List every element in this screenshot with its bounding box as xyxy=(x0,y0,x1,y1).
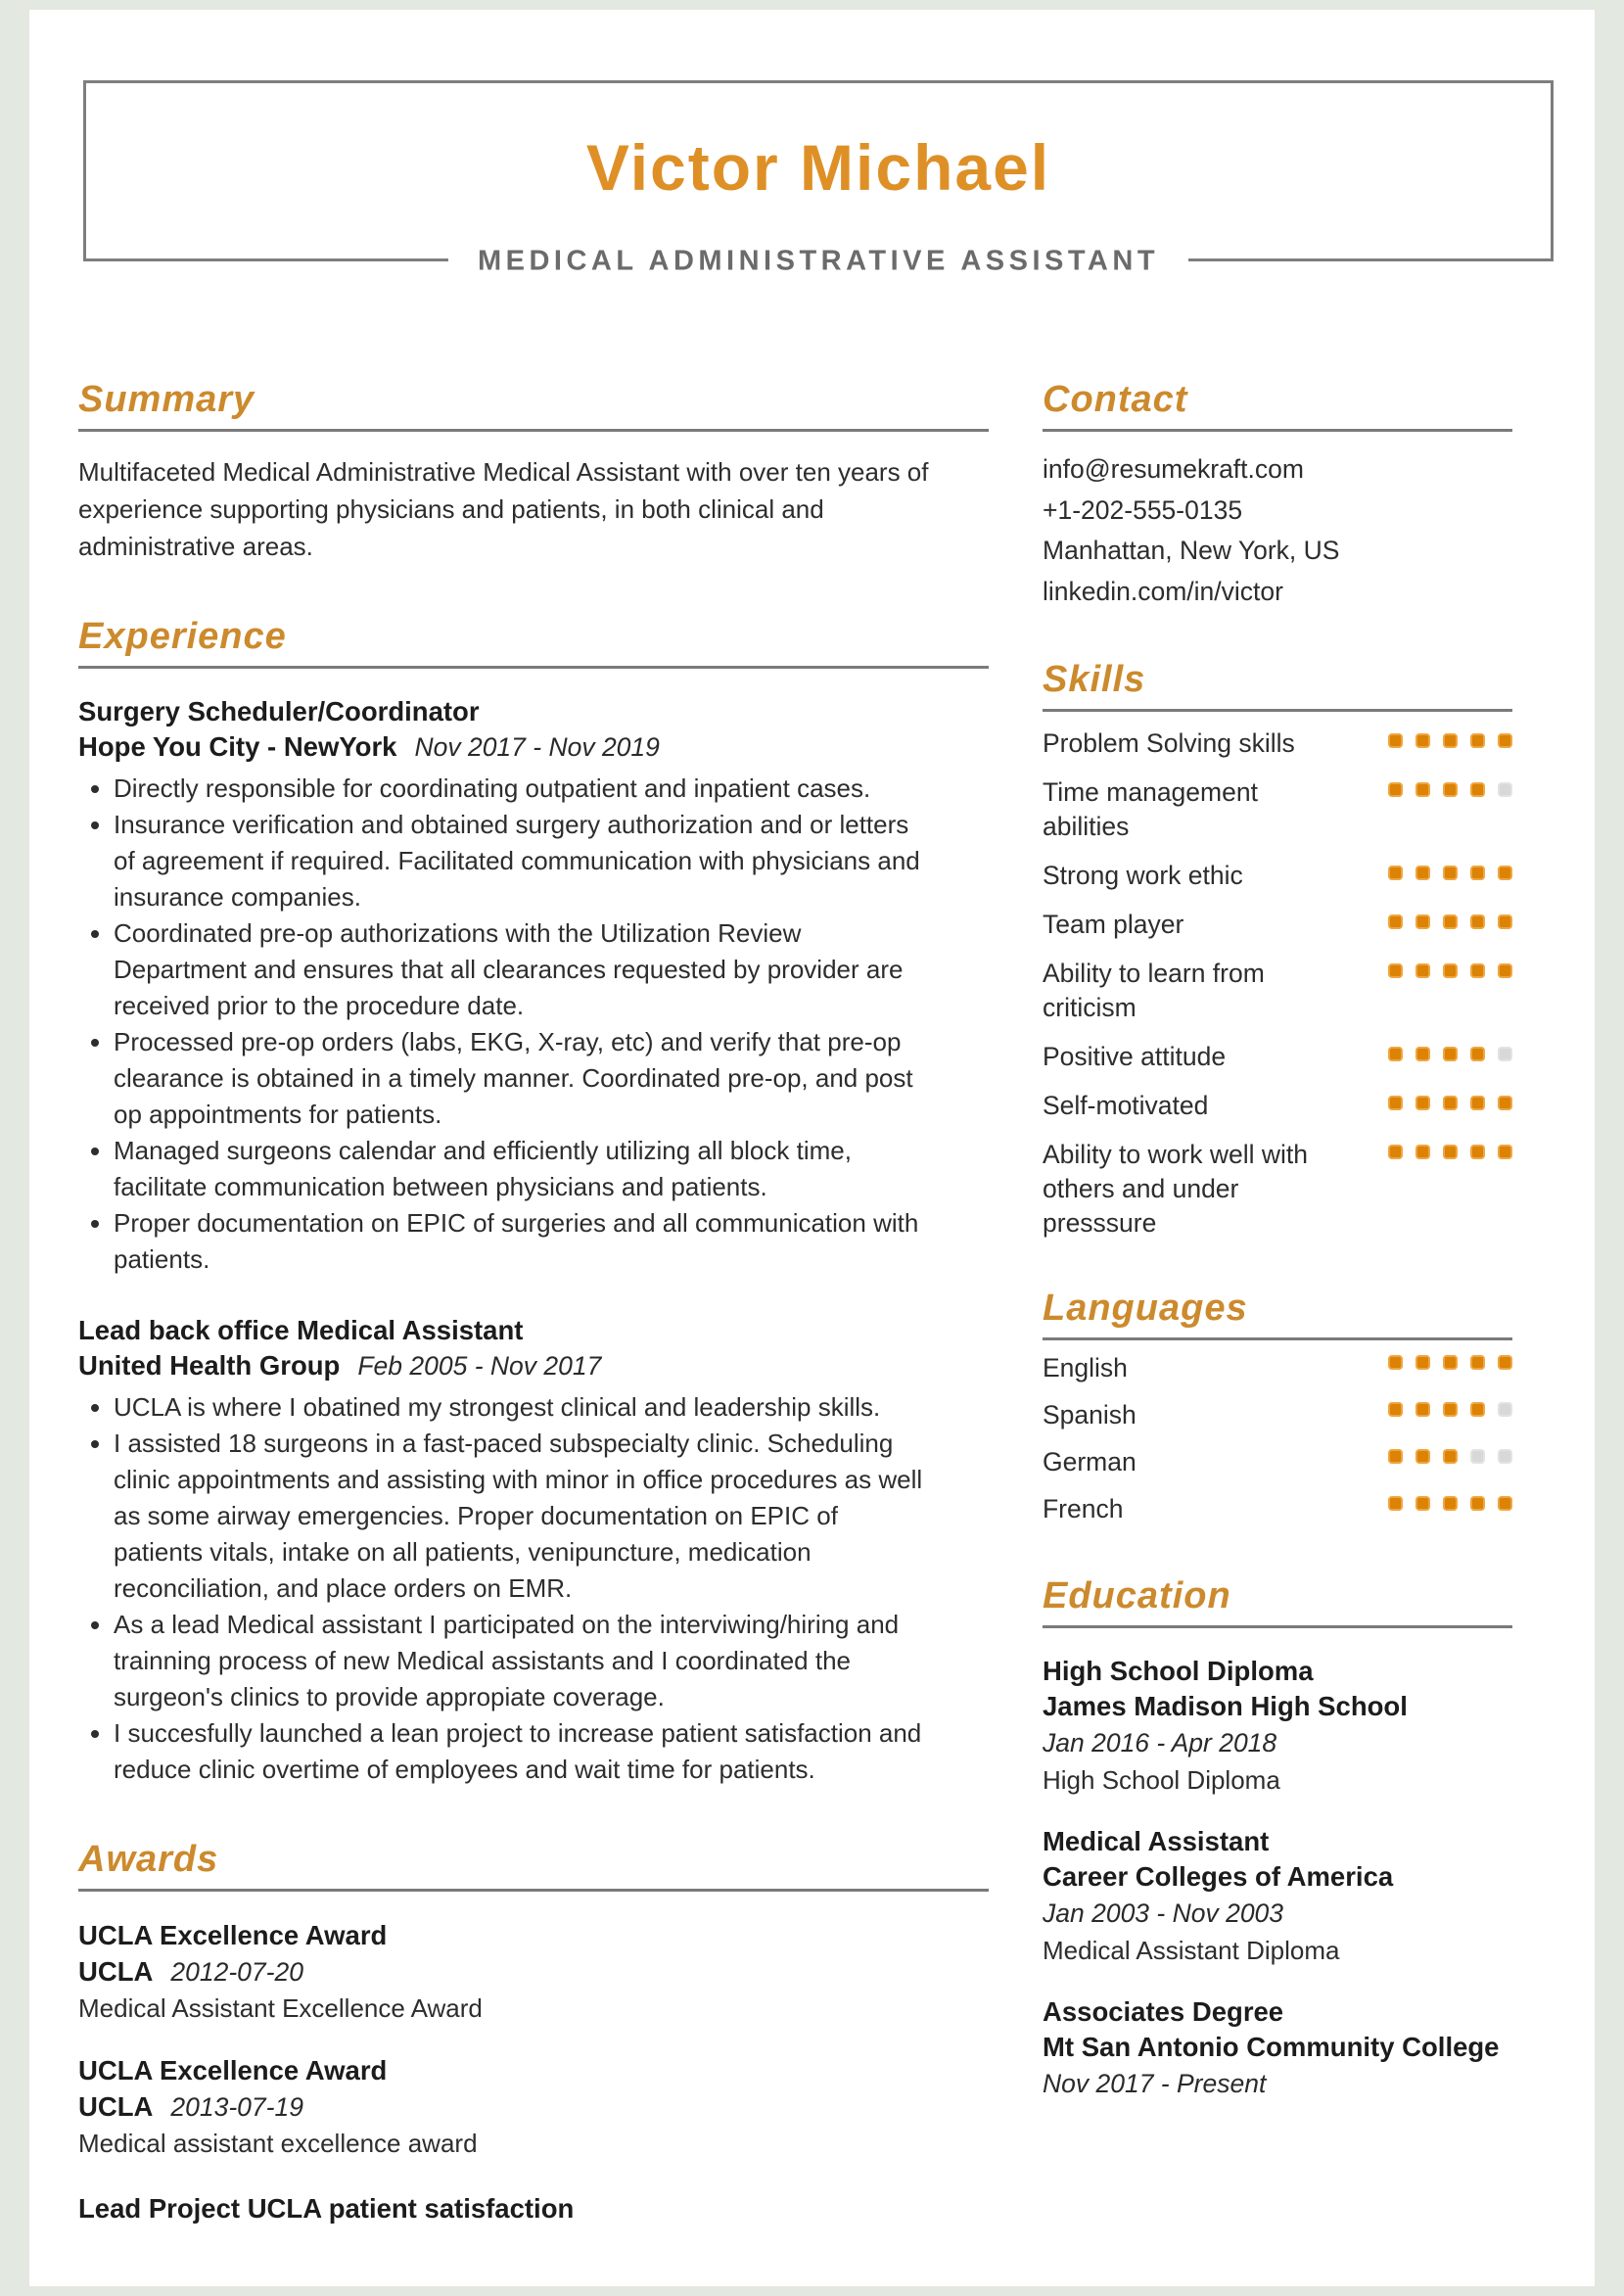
rating-square-filled xyxy=(1498,866,1512,880)
contact-lines xyxy=(1043,449,1512,612)
language-label: German xyxy=(1043,1447,1137,1476)
rating-squares xyxy=(1388,1138,1512,1159)
skill-row xyxy=(1043,1138,1512,1241)
rating-square-filled xyxy=(1470,914,1485,929)
bullet-item: • I assisted 18 surgeons in a fast-paced subspecialty clinic. Scheduling clinic appointments and assisting with minor in office procedures as well as some airway emergencies. Proper documentation on EPIC of patients vitals, intake on all patients, venipuncture, medication reconciliation, and place orders on EMR. xyxy=(114,1426,930,1607)
contact-phone: +1-202-555-0135 xyxy=(1043,494,1243,525)
bullet-item: • Proper documentation on EPIC of surgeries and all communication with patients. xyxy=(114,1205,930,1278)
section-divider xyxy=(1043,429,1512,432)
awards-heading: Awards xyxy=(78,1839,219,1880)
rating-square-filled xyxy=(1498,1145,1512,1159)
section-divider xyxy=(1043,709,1512,712)
section-divider xyxy=(78,1889,989,1892)
rating-square-filled xyxy=(1388,866,1403,880)
language-label: English xyxy=(1043,1353,1128,1382)
rating-square-filled xyxy=(1470,733,1485,748)
bullet-item: • As a lead Medical assistant I participated on the interviwing/hiring and trainning process of new Medical assistants and I coordinated the surgeon's clinics to provide appropiate coverage. xyxy=(114,1607,930,1715)
skill-row xyxy=(1043,957,1512,1025)
rating-square-filled xyxy=(1498,733,1512,748)
rating-square-filled xyxy=(1415,1449,1430,1464)
skills-heading: Skills xyxy=(1043,659,1146,700)
rating-square-filled xyxy=(1443,1449,1458,1464)
left-column xyxy=(78,377,989,2225)
rating-square-filled xyxy=(1415,866,1430,880)
rating-square-filled xyxy=(1443,1496,1458,1511)
award-description: Medical assistant excellence award xyxy=(78,2129,478,2158)
rating-square-filled xyxy=(1443,914,1458,929)
award-issuer: UCLA xyxy=(78,1956,154,1987)
rating-squares xyxy=(1388,1089,1512,1110)
skill-row xyxy=(1043,775,1512,844)
job-entry xyxy=(78,1313,989,1788)
rating-square-empty xyxy=(1498,782,1512,797)
rating-square-filled xyxy=(1470,1145,1485,1159)
skill-label: Problem Solving skills xyxy=(1043,728,1295,758)
award-entry xyxy=(78,1917,989,2027)
rating-square-filled xyxy=(1388,1449,1403,1464)
education-degree: High School Diploma xyxy=(1043,1656,1314,1686)
lead-project-line: Lead Project UCLA patient satisfaction xyxy=(78,2193,575,2224)
job-employer: Hope You City - NewYork xyxy=(78,731,397,762)
section-skills xyxy=(1043,657,1512,1241)
rating-square-filled xyxy=(1415,1096,1430,1110)
rating-square-filled xyxy=(1415,1402,1430,1417)
award-entry xyxy=(78,2052,989,2162)
rating-square-filled xyxy=(1498,1096,1512,1110)
header xyxy=(83,80,1554,277)
job-title: Surgery Scheduler/Coordinator xyxy=(78,696,480,726)
job-entry xyxy=(78,694,989,1278)
education-heading: Education xyxy=(1043,1575,1231,1617)
job-employer: United Health Group xyxy=(78,1350,341,1381)
award-description: Medical Assistant Excellence Award xyxy=(78,1993,483,2023)
rating-squares xyxy=(1388,1040,1512,1061)
rating-square-filled xyxy=(1443,782,1458,797)
rating-square-empty xyxy=(1498,1047,1512,1061)
education-entry xyxy=(1043,1654,1512,1799)
rating-square-filled xyxy=(1470,782,1485,797)
language-label: Spanish xyxy=(1043,1400,1137,1429)
rating-square-filled xyxy=(1415,1145,1430,1159)
bullet-item: • UCLA is where I obatined my strongest clinical and leadership skills. xyxy=(114,1389,930,1426)
rating-square-filled xyxy=(1443,1355,1458,1370)
skill-row xyxy=(1043,859,1512,893)
rating-square-filled xyxy=(1388,1096,1403,1110)
rating-square-filled xyxy=(1443,1402,1458,1417)
skill-row xyxy=(1043,1089,1512,1123)
rating-square-filled xyxy=(1498,1496,1512,1511)
bullet-item: • Directly responsible for coordinating outpatient and inpatient cases. xyxy=(114,771,930,807)
rating-square-filled xyxy=(1388,1047,1403,1061)
rating-square-empty xyxy=(1498,1402,1512,1417)
rating-square-filled xyxy=(1470,963,1485,978)
skill-label: Team player xyxy=(1043,910,1184,939)
contact-location: Manhattan, New York, US xyxy=(1043,536,1340,565)
skill-label: Positive attitude xyxy=(1043,1042,1227,1071)
resume-body xyxy=(29,377,1595,2225)
rating-square-filled xyxy=(1443,963,1458,978)
job-meta xyxy=(78,1348,989,1383)
rating-square-filled xyxy=(1470,1047,1485,1061)
rating-square-filled xyxy=(1388,1402,1403,1417)
rating-square-filled xyxy=(1388,1496,1403,1511)
skill-label: Ability to learn from criticism xyxy=(1043,959,1265,1022)
job-bullet-list xyxy=(78,1389,930,1788)
language-row xyxy=(1043,1489,1512,1528)
education-dates: Nov 2017 - Present xyxy=(1043,2069,1267,2098)
rating-square-filled xyxy=(1388,914,1403,929)
skill-label: Self-motivated xyxy=(1043,1091,1209,1120)
rating-square-filled xyxy=(1443,1047,1458,1061)
section-divider xyxy=(1043,1625,1512,1628)
rating-squares xyxy=(1388,1442,1512,1464)
skill-label: Strong work ethic xyxy=(1043,861,1243,890)
bullet-item: • I succesfully launched a lean project to increase patient satisfaction and reduce clinic overtime of employees and wait time for patients. xyxy=(114,1715,930,1788)
award-date: 2013-07-19 xyxy=(170,2092,303,2122)
rating-square-filled xyxy=(1498,1355,1512,1370)
skill-label: Time management abilities xyxy=(1043,777,1258,841)
award-issuer: UCLA xyxy=(78,2091,154,2122)
rating-square-filled xyxy=(1415,914,1430,929)
section-divider xyxy=(1043,1337,1512,1340)
rating-squares xyxy=(1388,1348,1512,1370)
rating-square-filled xyxy=(1388,963,1403,978)
bullet-item: • Processed pre-op orders (labs, EKG, X-ray, etc) and verify that pre-op clearance is obtained in a timely manner. Coordinated pre-op, and post op appointments for patients. xyxy=(114,1024,930,1133)
rating-square-filled xyxy=(1443,1145,1458,1159)
bullet-item: • Coordinated pre-op authorizations with the Utilization Review Department and ensures that all clearances requested by provider are received prior to the procedure date. xyxy=(114,915,930,1024)
summary-heading: Summary xyxy=(78,379,255,420)
section-divider xyxy=(78,666,989,669)
skill-row xyxy=(1043,908,1512,942)
rating-square-empty xyxy=(1470,1449,1485,1464)
rating-square-filled xyxy=(1415,1355,1430,1370)
rating-square-filled xyxy=(1415,963,1430,978)
award-date: 2012-07-20 xyxy=(170,1957,303,1987)
rating-squares xyxy=(1388,1489,1512,1511)
education-entry xyxy=(1043,1824,1512,1969)
rating-square-filled xyxy=(1470,1355,1485,1370)
skill-label: Ability to work well with others and under presssure xyxy=(1043,1140,1308,1238)
job-dates: Nov 2017 - Nov 2019 xyxy=(414,732,660,762)
contact-email: info@resumekraft.com xyxy=(1043,454,1304,484)
languages-heading: Languages xyxy=(1043,1288,1248,1329)
section-education xyxy=(1043,1573,1512,2102)
education-degree: Medical Assistant xyxy=(1043,1826,1270,1856)
rating-square-filled xyxy=(1443,733,1458,748)
section-contact xyxy=(1043,377,1512,612)
rating-squares xyxy=(1388,1395,1512,1417)
education-entry xyxy=(1043,1994,1512,2102)
rating-square-filled xyxy=(1470,1096,1485,1110)
rating-square-filled xyxy=(1388,1145,1403,1159)
summary-text: Multifaceted Medical Administrative Medical Assistant with over ten years of experience supporting physicians and patients, in both clinical and administrative areas. xyxy=(78,457,929,561)
education-dates: Jan 2016 - Apr 2018 xyxy=(1043,1728,1277,1757)
section-awards xyxy=(78,1837,989,2225)
award-meta xyxy=(78,1953,989,1991)
job-bullet-list xyxy=(78,771,930,1278)
language-row xyxy=(1043,1348,1512,1387)
education-dates: Jan 2003 - Nov 2003 xyxy=(1043,1898,1284,1928)
language-row xyxy=(1043,1395,1512,1434)
rating-square-filled xyxy=(1443,1096,1458,1110)
education-school: Mt San Antonio Community College xyxy=(1043,2032,1500,2062)
job-dates: Feb 2005 - Nov 2017 xyxy=(357,1351,602,1381)
rating-square-filled xyxy=(1388,782,1403,797)
rating-squares xyxy=(1388,726,1512,748)
rating-square-filled xyxy=(1415,1496,1430,1511)
rating-square-filled xyxy=(1443,866,1458,880)
job-title: Lead back office Medical Assistant xyxy=(78,1315,524,1345)
resume-page xyxy=(29,10,1595,2286)
contact-heading: Contact xyxy=(1043,379,1188,420)
education-detail: High School Diploma xyxy=(1043,1765,1280,1795)
education-school: James Madison High School xyxy=(1043,1691,1408,1721)
section-experience xyxy=(78,614,989,1788)
education-school: Career Colleges of America xyxy=(1043,1861,1394,1892)
rating-square-empty xyxy=(1498,1449,1512,1464)
section-divider xyxy=(78,429,989,432)
right-column xyxy=(1043,377,1512,2225)
rating-square-filled xyxy=(1470,1402,1485,1417)
rating-square-filled xyxy=(1470,866,1485,880)
award-title: UCLA Excellence Award xyxy=(78,2055,388,2085)
language-row xyxy=(1043,1442,1512,1481)
job-meta xyxy=(78,729,989,765)
rating-squares xyxy=(1388,859,1512,880)
rating-square-filled xyxy=(1415,733,1430,748)
skill-row xyxy=(1043,1040,1512,1074)
rating-square-filled xyxy=(1470,1496,1485,1511)
education-degree: Associates Degree xyxy=(1043,1996,1284,2027)
rating-square-filled xyxy=(1498,914,1512,929)
section-summary xyxy=(78,377,989,565)
rating-square-filled xyxy=(1415,782,1430,797)
rating-square-filled xyxy=(1388,733,1403,748)
experience-heading: Experience xyxy=(78,616,287,657)
bullet-item: • Insurance verification and obtained surgery authorization and or letters of agreement if required. Facilitated communication with physicians and insurance companies. xyxy=(114,807,930,915)
rating-square-filled xyxy=(1498,963,1512,978)
language-label: French xyxy=(1043,1494,1124,1523)
award-meta xyxy=(78,2088,989,2126)
section-languages xyxy=(1043,1286,1512,1528)
rating-square-filled xyxy=(1388,1355,1403,1370)
rating-squares xyxy=(1388,908,1512,929)
contact-linkedin: linkedin.com/in/victor xyxy=(1043,576,1283,606)
candidate-name: Victor Michael xyxy=(585,131,1051,204)
rating-squares xyxy=(1388,957,1512,978)
education-detail: Medical Assistant Diploma xyxy=(1043,1936,1340,1965)
award-title: UCLA Excellence Award xyxy=(78,1920,388,1950)
rating-square-filled xyxy=(1415,1047,1430,1061)
rating-squares xyxy=(1388,775,1512,797)
candidate-job-title: MEDICAL ADMINISTRATIVE ASSISTANT xyxy=(448,246,1188,278)
bullet-item: • Managed surgeons calendar and efficiently utilizing all block time, facilitate communication between physicians and patients. xyxy=(114,1133,930,1205)
skill-row xyxy=(1043,726,1512,761)
